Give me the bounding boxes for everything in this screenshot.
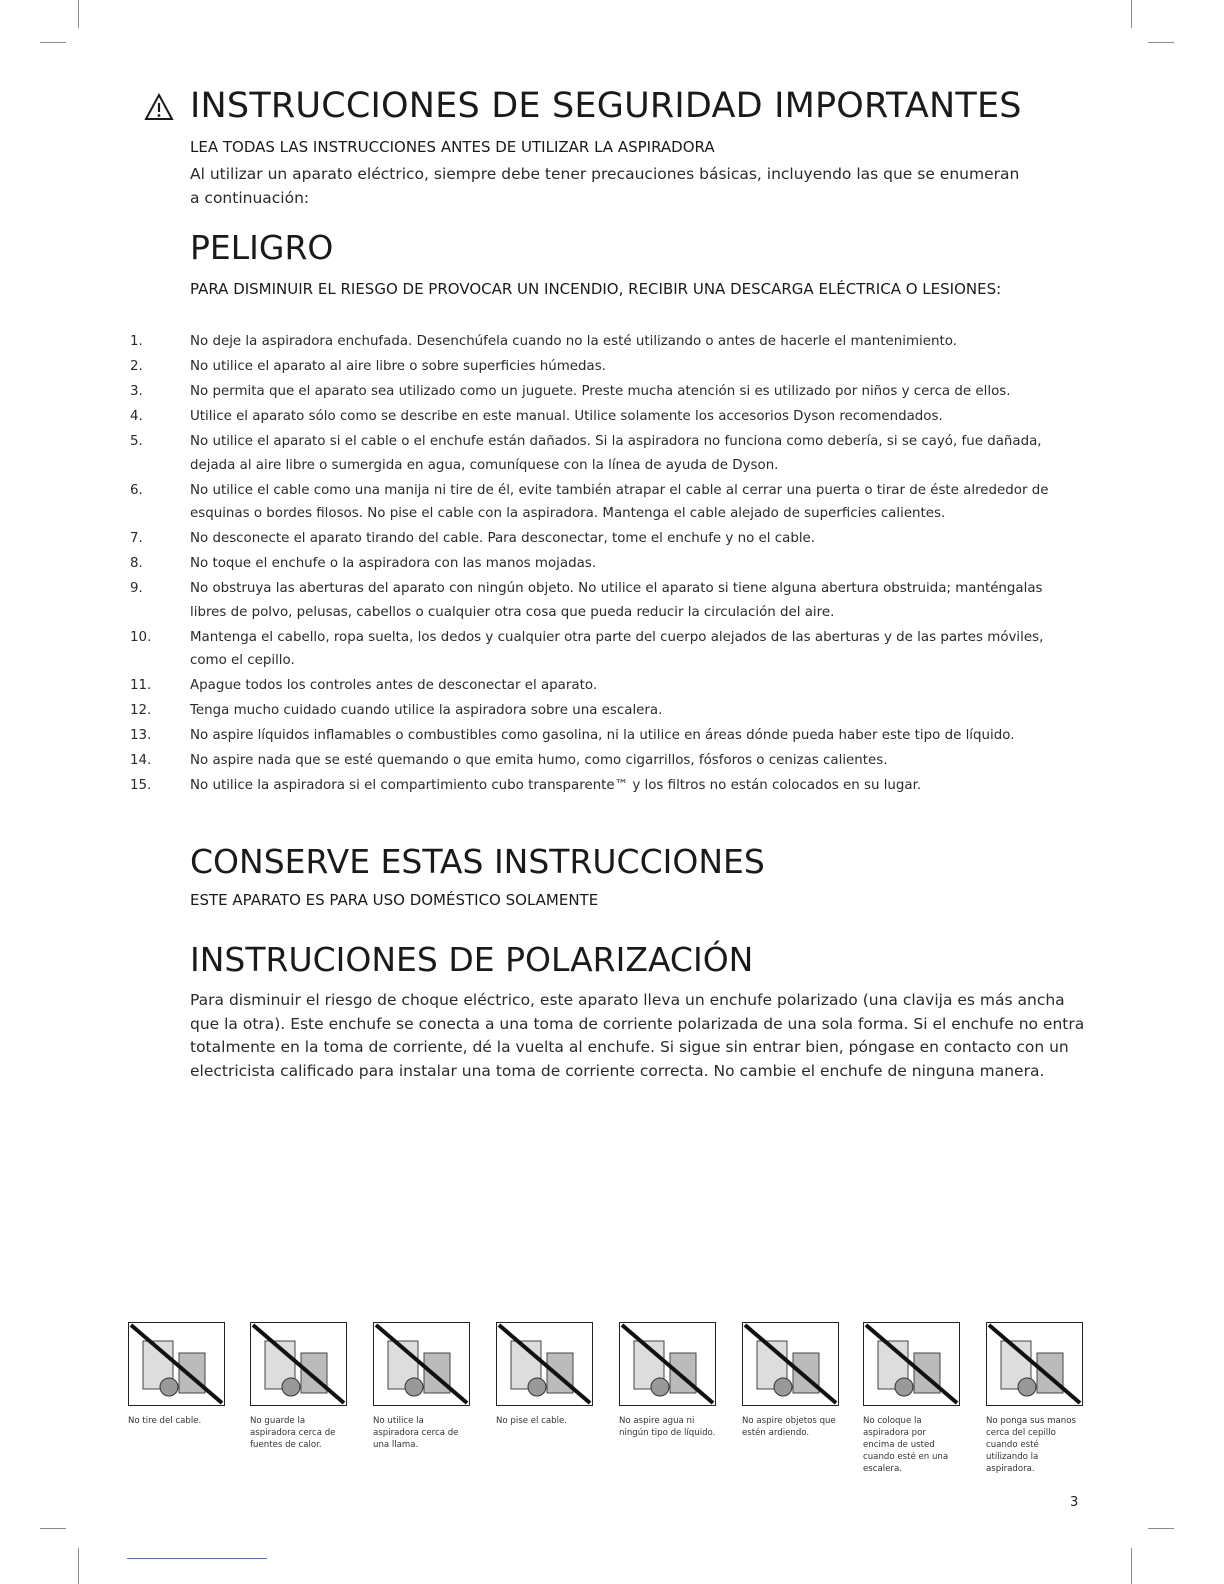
crop-mark bbox=[1148, 42, 1174, 43]
rule-item bbox=[0, 527, 1224, 551]
rule-text: No utilice el aparato si el cable o el enchufe están dañados. Si la aspiradora no funciona como debería, si se cayó, fue dañada, dejada al aire libre o sumergida en agua, comuníquese con la línea de ayuda de Dyson. bbox=[190, 433, 1042, 473]
section-subtitle: LEA TODAS LAS INSTRUCCIONES ANTES DE UTILIZAR LA ASPIRADORA bbox=[190, 138, 715, 156]
pictogram-caption: No aspire agua ni ningún tipo de líquido. bbox=[619, 1416, 716, 1438]
rule-item bbox=[0, 430, 1224, 477]
rule-text: No utilice el aparato al aire libre o sobre superficies húmedas. bbox=[190, 358, 606, 374]
intro-paragraph: Al utilizar un aparato eléctrico, siempre debe tener precauciones básicas, incluyendo las que se enumeran a continuación: bbox=[190, 165, 1020, 207]
pictogram-caption: No coloque la aspiradora por encima de usted cuando esté en una escalera. bbox=[863, 1416, 949, 1474]
rule-text: No obstruya las aberturas del aparato con ningún objeto. No utilice el aparato si tiene alguna abertura obstruida; manténgalas libres de polvo, pelusas, cabellos o cualquier otra cosa que pueda reducir la circulación del aire. bbox=[190, 581, 1043, 620]
rule-number: 7. bbox=[130, 531, 143, 547]
pictogram-row bbox=[128, 1322, 1088, 1492]
rule-item bbox=[0, 355, 1224, 379]
rule-text: Mantenga el cabello, ropa suelta, los dedos y cualquier otra parte del cuerpo alejados de las aberturas y de las partes móviles, como el cepillo. bbox=[190, 629, 1044, 669]
heat-source-prohibited-icon bbox=[250, 1322, 347, 1406]
rule-number: 1. bbox=[130, 334, 143, 349]
rule-item bbox=[0, 724, 1224, 748]
rule-item bbox=[0, 699, 1224, 723]
step-on-cord-prohibited-icon bbox=[496, 1322, 593, 1406]
pictogram-caption: No pise el cable. bbox=[496, 1416, 568, 1426]
pictogram bbox=[128, 1322, 225, 1427]
rule-number: 3. bbox=[130, 383, 143, 399]
rule-text: No deje la aspiradora enchufada. Desenchúfela cuando no la esté utilizando o antes de hacerle el mantenimiento. bbox=[190, 334, 957, 349]
rule-text: No aspire nada que se esté quemando o que emita humo, como cigarrillos, fósforos o cenizas calientes. bbox=[190, 753, 888, 769]
rule-text: No permita que el aparato sea utilizado como un juguete. Preste mucha atención si es utilizado por niños y cerca de ellos. bbox=[190, 383, 1011, 399]
pictogram bbox=[742, 1322, 839, 1439]
rule-item bbox=[0, 330, 1224, 354]
footer-rule bbox=[127, 1558, 267, 1559]
pictogram-caption: No aspire objetos que estén ardiendo. bbox=[742, 1416, 836, 1438]
rule-item bbox=[0, 774, 1224, 798]
rule-number: 15. bbox=[130, 778, 152, 794]
rule-number: 5. bbox=[130, 433, 143, 449]
warning-triangle-icon bbox=[144, 93, 174, 121]
rule-item bbox=[0, 749, 1224, 773]
flame-prohibited-icon bbox=[373, 1322, 470, 1406]
household-use-note: ESTE APARATO ES PARA USO DOMÉSTICO SOLAMENTE bbox=[190, 891, 599, 909]
pictogram bbox=[250, 1322, 347, 1451]
pictogram-caption: No tire del cable. bbox=[128, 1416, 202, 1426]
pictogram bbox=[863, 1322, 960, 1475]
conserve-heading: CONSERVE ESTAS INSTRUCCIONES bbox=[190, 842, 765, 881]
pictogram bbox=[986, 1322, 1083, 1475]
rule-number: 9. bbox=[130, 581, 143, 597]
rule-item bbox=[0, 405, 1224, 429]
pictogram bbox=[619, 1322, 716, 1439]
rule-item bbox=[0, 380, 1224, 404]
rule-text: Apague todos los controles antes de desconectar el aparato. bbox=[190, 678, 598, 694]
rule-text: No utilice la aspiradora si el compartimiento cubo transparente™ y los filtros no están colocados en su lugar. bbox=[190, 778, 922, 794]
rule-item bbox=[0, 674, 1224, 698]
crop-mark bbox=[78, 1548, 79, 1584]
rule-item bbox=[0, 626, 1224, 673]
crop-mark bbox=[1131, 1548, 1132, 1584]
rule-number: 10. bbox=[130, 629, 152, 645]
page-title: INSTRUCCIONES DE SEGURIDAD IMPORTANTES bbox=[190, 86, 1022, 126]
rule-text: Utilice el aparato sólo como se describe en este manual. Utilice solamente los accesorios Dyson recomendados. bbox=[190, 408, 943, 424]
pictogram-caption: No utilice la aspiradora cerca de una llama. bbox=[373, 1416, 459, 1450]
page-number: 3 bbox=[1070, 1495, 1079, 1510]
polarization-paragraph: Para disminuir el riesgo de choque eléctrico, este aparato lleva un enchufe polarizado (una clavija es más ancha que la otra). Este enchufe se conecta a una toma de corriente polarizada de una sola forma. Si el enchufe no entra totalmente en la toma de corriente, dé la vuelta al enchufe. Si sigue sin entrar bien, póngase en contacto con un electricista calificado para instalar una toma de corriente correcta. No cambie el enchufe de ninguna manera. bbox=[190, 991, 1085, 1080]
pictogram-caption: No ponga sus manos cerca del cepillo cuando esté utilizando la aspiradora. bbox=[986, 1416, 1076, 1474]
rule-number: 13. bbox=[130, 728, 152, 744]
polarization-heading: INSTRUCIONES DE POLARIZACIÓN bbox=[190, 940, 754, 979]
rule-number: 14. bbox=[130, 753, 152, 769]
crop-mark bbox=[40, 42, 66, 43]
rule-text: No aspire líquidos inflamables o combustibles como gasolina, ni la utilice en áreas dónde pueda haber este tipo de líquido. bbox=[190, 728, 1015, 744]
danger-subtitle: PARA DISMINUIR EL RIESGO DE PROVOCAR UN INCENDIO, RECIBIR UNA DESCARGA ELÉCTRICA O LESIONES: bbox=[190, 280, 1002, 298]
hands-brush-prohibited-icon bbox=[986, 1322, 1083, 1406]
liquid-prohibited-icon bbox=[619, 1322, 716, 1406]
rule-text: No toque el enchufe o la aspiradora con las manos mojadas. bbox=[190, 556, 597, 572]
pull-cord-prohibited-icon bbox=[128, 1322, 225, 1406]
rule-number: 8. bbox=[130, 556, 143, 572]
burning-objects-prohibited-icon bbox=[742, 1322, 839, 1406]
pictogram bbox=[496, 1322, 593, 1427]
crop-mark bbox=[1131, 0, 1132, 28]
crop-mark bbox=[78, 0, 79, 28]
rule-text: No utilice el cable como una manija ni tire de él, evite también atrapar el cable al cerrar una puerta o tirar de éste alrededor de esquinas o bordes filosos. No pise el cable con la aspiradora. Mantenga el cable alejado de superficies calientes. bbox=[190, 482, 1049, 522]
rule-number: 6. bbox=[130, 482, 143, 498]
rule-item bbox=[0, 577, 1224, 624]
rule-number: 12. bbox=[130, 703, 152, 719]
rule-item bbox=[0, 479, 1224, 526]
safety-rules-list bbox=[0, 330, 1224, 799]
stairs-prohibited-icon bbox=[863, 1322, 960, 1406]
pictogram-caption: No guarde la aspiradora cerca de fuentes de calor. bbox=[250, 1416, 336, 1450]
rule-item bbox=[0, 552, 1224, 576]
crop-mark bbox=[1148, 1528, 1174, 1529]
danger-heading: PELIGRO bbox=[190, 228, 334, 267]
rule-number: 2. bbox=[130, 358, 143, 374]
rule-number: 11. bbox=[130, 678, 152, 694]
crop-mark bbox=[40, 1528, 66, 1529]
rule-number: 4. bbox=[130, 408, 143, 424]
pictogram bbox=[373, 1322, 470, 1451]
rule-text: No desconecte el aparato tirando del cable. Para desconectar, tome el enchufe y no el cable. bbox=[190, 531, 816, 547]
rule-text: Tenga mucho cuidado cuando utilice la aspiradora sobre una escalera. bbox=[190, 703, 663, 719]
